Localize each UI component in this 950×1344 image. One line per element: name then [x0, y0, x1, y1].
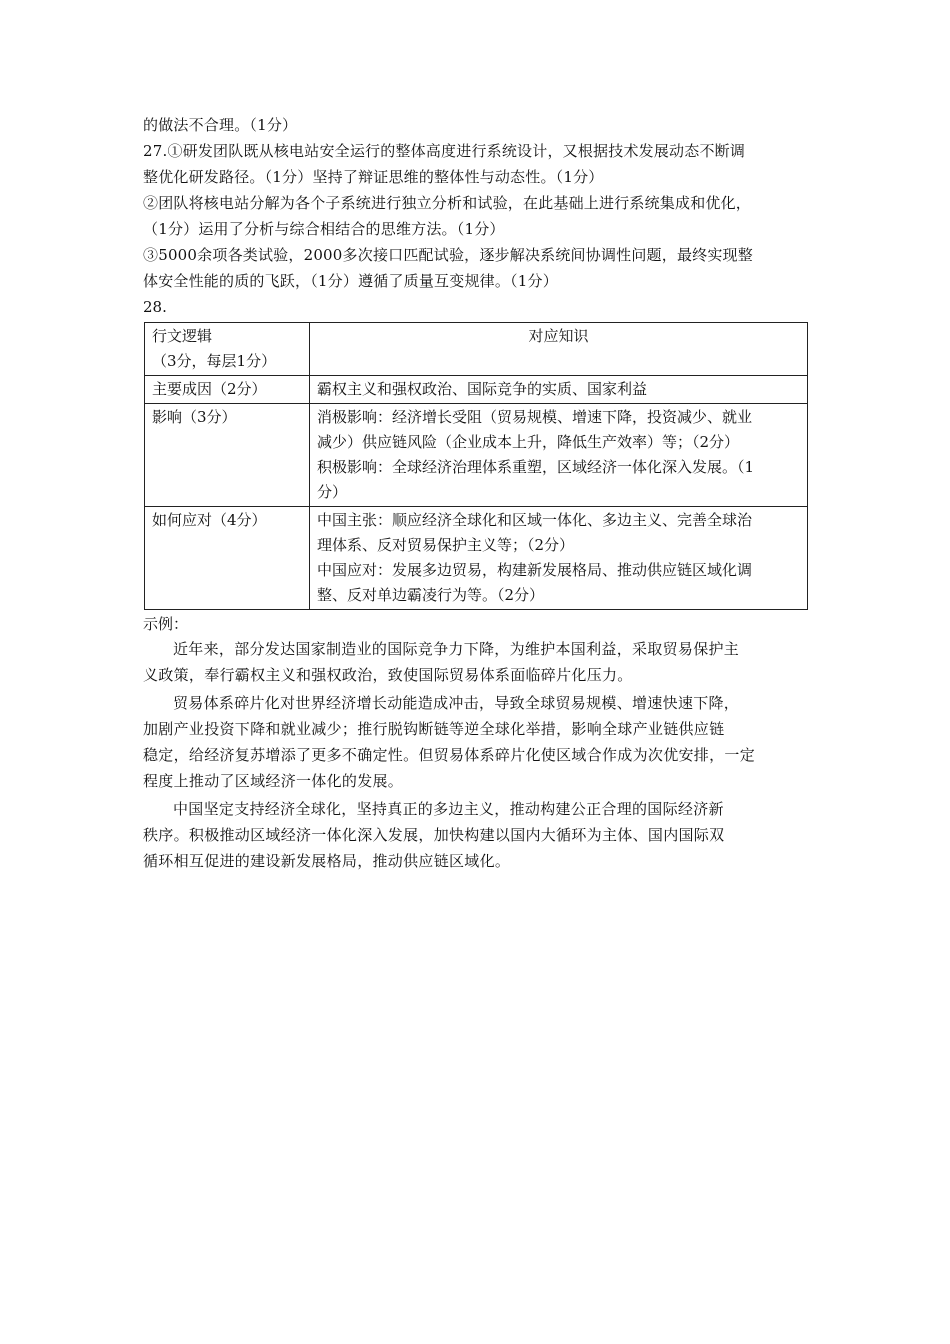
answer-28-table — [144, 322, 808, 610]
row-content-cause — [310, 376, 808, 404]
table-row — [145, 376, 808, 404]
impact-line: 积极影响：全球经济治理体系重塑，区域经济一体化深入发展。（1 — [317, 458, 755, 476]
answer-27-point1-line1: 27.①研发团队既从核电站安全运行的整体高度进行系统设计，又根据技术发展动态不断调 — [143, 142, 746, 160]
table-row — [145, 404, 808, 507]
table-header-row — [145, 323, 808, 376]
row-content-response — [310, 507, 808, 610]
impact-line: 消极影响：经济增长受阻（贸易规模、增速下降，投资减少、就业 — [317, 408, 753, 426]
impact-line: 减少）供应链风险（企业成本上升，降低生产效率）等；（2分） — [317, 433, 740, 451]
row-content-impact — [310, 404, 808, 507]
paragraph-line: 循环相互促进的建设新发展格局，推动供应链区域化。 — [143, 852, 511, 870]
paragraph-line: 秩序。积极推动区域经济一体化深入发展，加快构建以国内大循环为主体、国内国际双 — [143, 826, 725, 844]
table-header-logic — [145, 323, 310, 376]
response-line: 中国主张：顺应经济全球化和区域一体化、多边主义、完善全球治 — [317, 511, 753, 529]
answer-27-point2-line2: （1分）运用了分析与综合相结合的思维方法。（1分） — [143, 220, 505, 238]
paragraph-line: 中国坚定支持经济全球化，坚持真正的多边主义，推动构建公正合理的国际经济新 — [173, 800, 724, 818]
cause-line: 霸权主义和强权政治、国际竞争的实质、国家利益 — [317, 380, 648, 398]
response-line: 整、反对单边霸凌行为等。（2分） — [317, 586, 545, 604]
paragraph-line: 贸易体系碎片化对世界经济增长动能造成冲击，导致全球贸易规模、增速快速下降， — [173, 694, 740, 712]
answer-27-point2-line1: ②团队将核电站分解为各个子系统进行独立分析和试验，在此基础上进行系统集成和优化， — [143, 194, 752, 212]
previous-answer-tail: 的做法不合理。（1分） — [143, 116, 298, 134]
answer-27-point1-line2: 整优化研发路径。（1分）坚持了辩证思维的整体性与动态性。（1分） — [143, 168, 604, 186]
paragraph-line: 程度上推动了区域经济一体化的发展。 — [143, 772, 404, 790]
header-logic-line2: （3分，每层1分） — [152, 352, 277, 370]
paragraph-line: 近年来，部分发达国家制造业的国际竞争力下降，为维护本国利益，采取贸易保护主 — [173, 640, 740, 658]
row-label-response: 如何应对（4分） — [145, 507, 310, 610]
answer-27-point3-line2: 体安全性能的质的飞跃，（1分）遵循了质量互变规律。（1分） — [143, 272, 558, 290]
header-logic-line1: 行文逻辑 — [152, 327, 213, 345]
response-line: 理体系、反对贸易保护主义等；（2分） — [317, 536, 575, 554]
example-label: 示例： — [143, 615, 189, 633]
example-paragraph-1 — [143, 636, 813, 688]
example-paragraph-3 — [143, 796, 813, 874]
impact-line: 分） — [317, 483, 348, 501]
row-label-impact: 影响（3分） — [145, 404, 310, 507]
table-header-knowledge: 对应知识 — [310, 323, 808, 376]
answer-27-point3-line1: ③5000余项各类试验，2000多次接口匹配试验，逐步解决系统间协调性问题，最终实现整 — [143, 246, 753, 264]
paragraph-line: 稳定，给经济复苏增添了更多不确定性。但贸易体系碎片化使区域合作成为次优安排，一定 — [143, 746, 756, 764]
row-label-cause: 主要成因（2分） — [145, 376, 310, 404]
table-row — [145, 507, 808, 610]
example-paragraph-2 — [143, 690, 813, 794]
paragraph-line: 加剧产业投资下降和就业减少；推行脱钩断链等逆全球化举措，影响全球产业链供应链 — [143, 720, 725, 738]
answer-27-section — [143, 112, 813, 294]
answer-page — [143, 112, 813, 874]
paragraph-line: 义政策，奉行霸权主义和强权政治，致使国际贸易体系面临碎片化压力。 — [143, 666, 633, 684]
response-line: 中国应对：发展多边贸易，构建新发展格局、推动供应链区域化调 — [317, 561, 753, 579]
answer-28-number: 28. — [143, 298, 167, 316]
